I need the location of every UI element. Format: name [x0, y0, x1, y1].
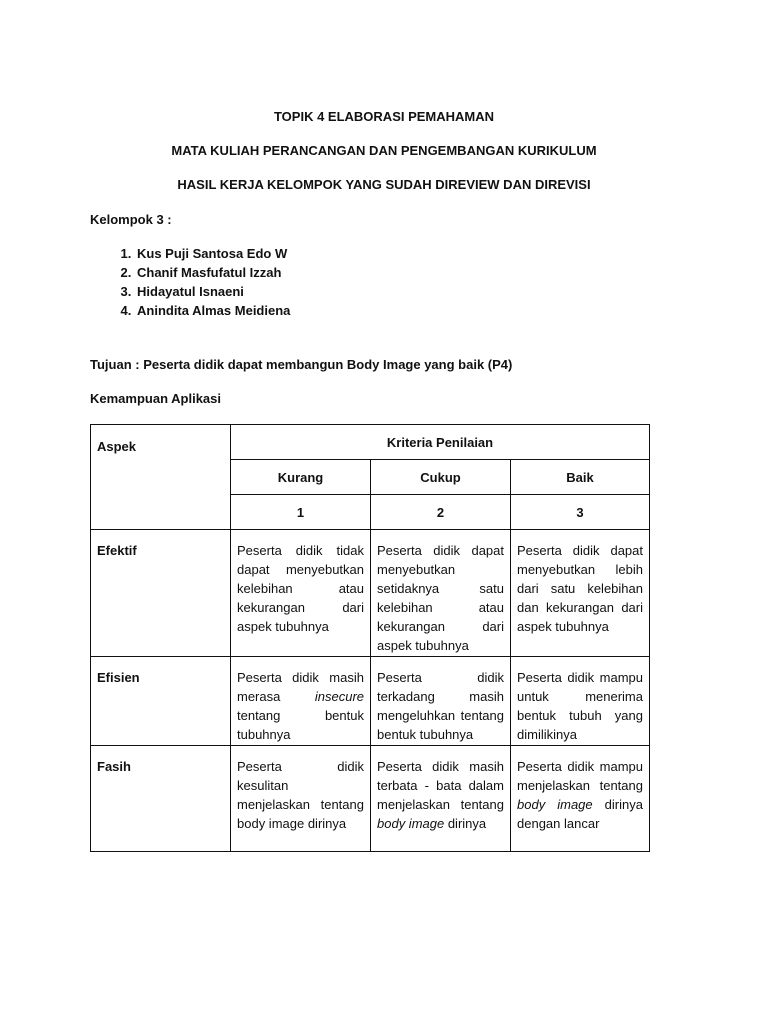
- criteria-cell: [231, 657, 371, 746]
- criteria-cell: Peserta didik kesulitan menjelaskan tentang body image dirinya: [231, 746, 371, 852]
- cell-text: Peserta didik masih terbata - bata dalam menjelaskan tentang: [377, 759, 504, 812]
- cell-text: Peserta didik masih merasa: [237, 670, 364, 704]
- level-header-baik: Baik: [511, 460, 650, 495]
- cell-emphasis: body image: [517, 797, 593, 812]
- rubric-table: [90, 424, 650, 852]
- aspect-header: Aspek: [91, 425, 231, 530]
- table-row: [91, 657, 650, 746]
- cell-text: Peserta didik mampu menjelaskan tentang: [517, 759, 643, 793]
- criteria-header: Kriteria Penilaian: [231, 425, 650, 460]
- score-1: 1: [231, 495, 371, 530]
- group-label: Kelompok 3 :: [90, 212, 172, 227]
- criteria-cell: [371, 746, 511, 852]
- cell-text: tentang bentuk tubuhnya: [237, 708, 364, 742]
- member-item: 2. Chanif Masfufatul Izzah: [135, 263, 290, 282]
- cell-emphasis: insecure: [314, 689, 364, 704]
- criteria-cell: Peserta didik dapat menyebutkan setidaknya satu kelebihan atau kekurangan dari aspek tubuhnya: [371, 530, 511, 657]
- criteria-cell: Peserta didik terkadang masih mengeluhkan tentang bentuk tubuhnya: [371, 657, 511, 746]
- table-row: [91, 746, 650, 852]
- document-title: TOPIK 4 ELABORASI PEMAHAMAN: [273, 109, 495, 124]
- score-3: 3: [511, 495, 650, 530]
- member-item: 4. Anindita Almas Meidiena: [135, 301, 290, 320]
- aspect-efektif: Efektif: [91, 530, 231, 657]
- criteria-cell: [511, 746, 650, 852]
- aspect-efisien: Efisien: [91, 657, 231, 746]
- member-list: [113, 244, 290, 320]
- table-row: [91, 530, 650, 657]
- criteria-cell: Peserta didik tidak dapat menyebutkan kelebihan atau kekurangan dari aspek tubuhnya: [231, 530, 371, 657]
- member-item: 1. Kus Puji Santosa Edo W: [135, 244, 290, 263]
- criteria-cell: Peserta didik dapat menyebutkan lebih dari satu kelebihan dan kekurangan dari aspek tubuhnya: [511, 530, 650, 657]
- score-2: 2: [371, 495, 511, 530]
- objective-text: Tujuan : Peserta didik dapat membangun Body Image yang baik (P4): [90, 357, 513, 372]
- cell-text: dirinya: [444, 816, 487, 831]
- member-item: 3. Hidayatul Isnaeni: [135, 282, 290, 301]
- cell-emphasis: body image: [377, 816, 445, 831]
- course-title: MATA KULIAH PERANCANGAN DAN PENGEMBANGAN KURIKULUM: [171, 143, 597, 158]
- level-header-kurang: Kurang: [231, 460, 371, 495]
- aspect-fasih: Fasih: [91, 746, 231, 852]
- section-heading: Kemampuan Aplikasi: [90, 391, 222, 406]
- subtitle: HASIL KERJA KELOMPOK YANG SUDAH DIREVIEW DAN DIREVISI: [177, 177, 591, 192]
- level-header-cukup: Cukup: [371, 460, 511, 495]
- criteria-cell: Peserta didik mampu untuk menerima bentuk tubuh yang dimilikinya: [511, 657, 650, 746]
- cell-text: dirinya dengan lancar: [517, 797, 643, 831]
